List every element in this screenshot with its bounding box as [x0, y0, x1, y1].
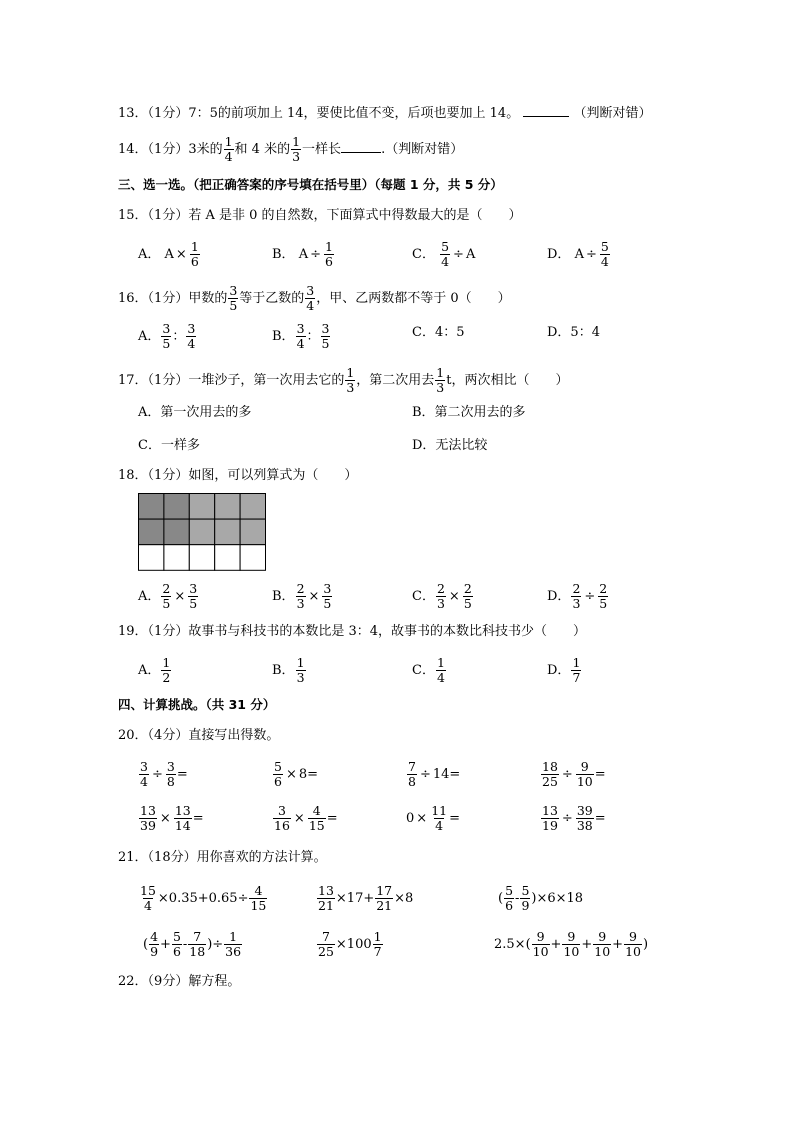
q17-option-c[interactable]: C．一样多 [138, 438, 200, 453]
q20-expr-3: $\frac{7}{8}$ ÷ 14= [408, 759, 461, 789]
q17-option-a[interactable]: A．第一次用去的多 [138, 405, 252, 420]
q14-fraction-2: $\frac{1}{3}$ [292, 134, 301, 164]
grid-cell [240, 545, 265, 571]
q21-expr-4: ( $\frac{4}{9}$ + $\frac{5}{6}$ - $\frac{7}{18}$ )÷ $\frac{1}{36}$ [143, 929, 242, 959]
question-14 [118, 135, 463, 164]
q14-post: 一样长 [302, 142, 342, 157]
q21-expr-2: $\frac{13}{21}$ ×17+ $\frac{17}{21}$ ×8 [318, 883, 414, 913]
question-21-stem: 21．（18分）用你喜欢的方法计算。 [118, 850, 327, 865]
q14-suffix: .（判断对错） [381, 142, 464, 157]
q19-option-a[interactable]: A． $\frac{1}{2}$ [138, 655, 171, 685]
grid-cell [240, 494, 265, 520]
q19-option-c[interactable]: C． $\frac{1}{4}$ [412, 655, 445, 685]
grid-cell [139, 519, 164, 545]
q16-option-c[interactable]: C．4：5 [412, 325, 465, 340]
q16-option-b[interactable]: B． $\frac{3}{4}$ ： $\frac{3}{5}$ [272, 321, 330, 351]
grid-cell [139, 494, 164, 520]
q13-answer-blank[interactable] [523, 104, 569, 117]
q21-expr-1: $\frac{15}{4}$ ×0.35+0.65÷ $\frac{4}{15}$ [140, 883, 267, 913]
grid-cell [164, 494, 189, 520]
question-15-stem: 15．（1分）若 A 是非 0 的自然数，下面算式中得数最大的是（ ） [118, 208, 522, 223]
q20-expr-2: $\frac{5}{6}$ × 8= [274, 759, 319, 789]
grid-cell [164, 545, 189, 571]
q13-suffix: （判断对错） [573, 106, 652, 121]
q20-expr-6: $\frac{3}{16}$ × $\frac{4}{15}$ = [274, 803, 338, 833]
q20-expr-1: $\frac{3}{4}$ ÷ $\frac{3}{8}$ = [140, 759, 188, 789]
q16-option-a[interactable]: A． $\frac{3}{5}$ ： $\frac{3}{4}$ [138, 321, 196, 351]
q17-option-b[interactable]: B．第二次用去的多 [412, 405, 526, 420]
q20-expr-4: $\frac{18}{25}$ ÷ $\frac{9}{10}$ = [542, 759, 606, 789]
q20-expr-5: $\frac{13}{39}$ × $\frac{13}{14}$ = [140, 803, 204, 833]
q15-option-a[interactable]: A． A × $\frac{1}{6}$ [138, 239, 199, 269]
q18-grid-svg [138, 493, 266, 571]
question-20-stem: 20．（4分）直接写出得数。 [118, 728, 280, 743]
q21-expr-3: ( $\frac{5}{6}$ - $\frac{5}{9}$ )×6×18 [498, 883, 584, 913]
grid-cell [189, 494, 214, 520]
q15-option-c[interactable]: C． $\frac{5}{4}$ ÷ A [412, 239, 476, 269]
q15-option-d[interactable]: D． A ÷ $\frac{5}{4}$ [547, 239, 609, 269]
q19-option-b[interactable]: B． $\frac{1}{3}$ [272, 655, 305, 685]
question-19-stem: 19．（1分）故事书与科技书的本数比是 3：4，故事书的本数比科技书少（ ） [118, 624, 586, 639]
q20-expr-7: 0 × $\frac{11}{4}$ = [406, 803, 460, 833]
grid-cell [215, 519, 240, 545]
section-3-heading: 三、选一选。（把正确答案的序号填在括号里）（每题 1 分，共 5 分） [118, 177, 503, 192]
grid-cell [240, 519, 265, 545]
grid-cell [189, 519, 214, 545]
grid-cell [139, 545, 164, 571]
q14-fraction-1: $\frac{1}{4}$ [224, 134, 233, 164]
question-13 [118, 104, 652, 123]
q16-option-d[interactable]: D．5：4 [547, 325, 600, 340]
q13-text: 13．（1分）7：5的前项加上 14，要使比值不变，后项也要加上 14。 [118, 106, 520, 121]
question-17-stem: 17．（1分）一堆沙子，第一次用去它的 $\frac{1}{3}$ ，第二次用去 $\frac{1}{3}$ t，两次相比（ ） [118, 365, 569, 395]
question-18-stem: 18．（1分）如图，可以列算式为（ ） [118, 468, 358, 483]
grid-cell [189, 545, 214, 571]
question-16-stem: 16．（1分）甲数的 $\frac{3}{5}$ 等于乙数的 $\frac{3}{4}$ ，甲、乙两数都不等于 0（ ） [118, 283, 511, 313]
question-22-stem: 22．（9分）解方程。 [118, 974, 241, 989]
q21-expr-6: 2.5×( $\frac{9}{10}$ + $\frac{9}{10}$ + $\frac{9}{10}$ + $\frac{9}{10}$ ) [494, 929, 649, 959]
section-4-heading: 四、计算挑战。（共 31 分） [118, 697, 276, 712]
q18-option-d[interactable]: D． $\frac{2}{3}$ ÷ $\frac{2}{5}$ [547, 581, 608, 611]
grid-cell [215, 545, 240, 571]
q18-option-b[interactable]: B． $\frac{2}{3}$ × $\frac{3}{5}$ [272, 581, 332, 611]
q20-expr-8: $\frac{13}{19}$ ÷ $\frac{39}{38}$ = [542, 803, 606, 833]
q18-option-a[interactable]: A． $\frac{2}{5}$ × $\frac{3}{5}$ [138, 581, 198, 611]
q21-expr-5: $\frac{7}{25}$ ×100 $\frac{1}{7}$ [318, 929, 382, 959]
q18-option-c[interactable]: C． $\frac{2}{3}$ × $\frac{2}{5}$ [412, 581, 472, 611]
q19-option-d[interactable]: D． $\frac{1}{7}$ [547, 655, 581, 685]
q15-option-b[interactable]: B． A ÷ $\frac{1}{6}$ [272, 239, 333, 269]
q14-answer-blank[interactable] [341, 140, 381, 153]
q14-pre: 14．（1分）3米的 [118, 142, 223, 157]
q17-option-d[interactable]: D．无法比较 [412, 438, 488, 453]
q18-fraction-grid [138, 493, 266, 571]
grid-cell [215, 494, 240, 520]
grid-cell [164, 519, 189, 545]
q14-mid: 和 4 米的 [234, 142, 291, 157]
